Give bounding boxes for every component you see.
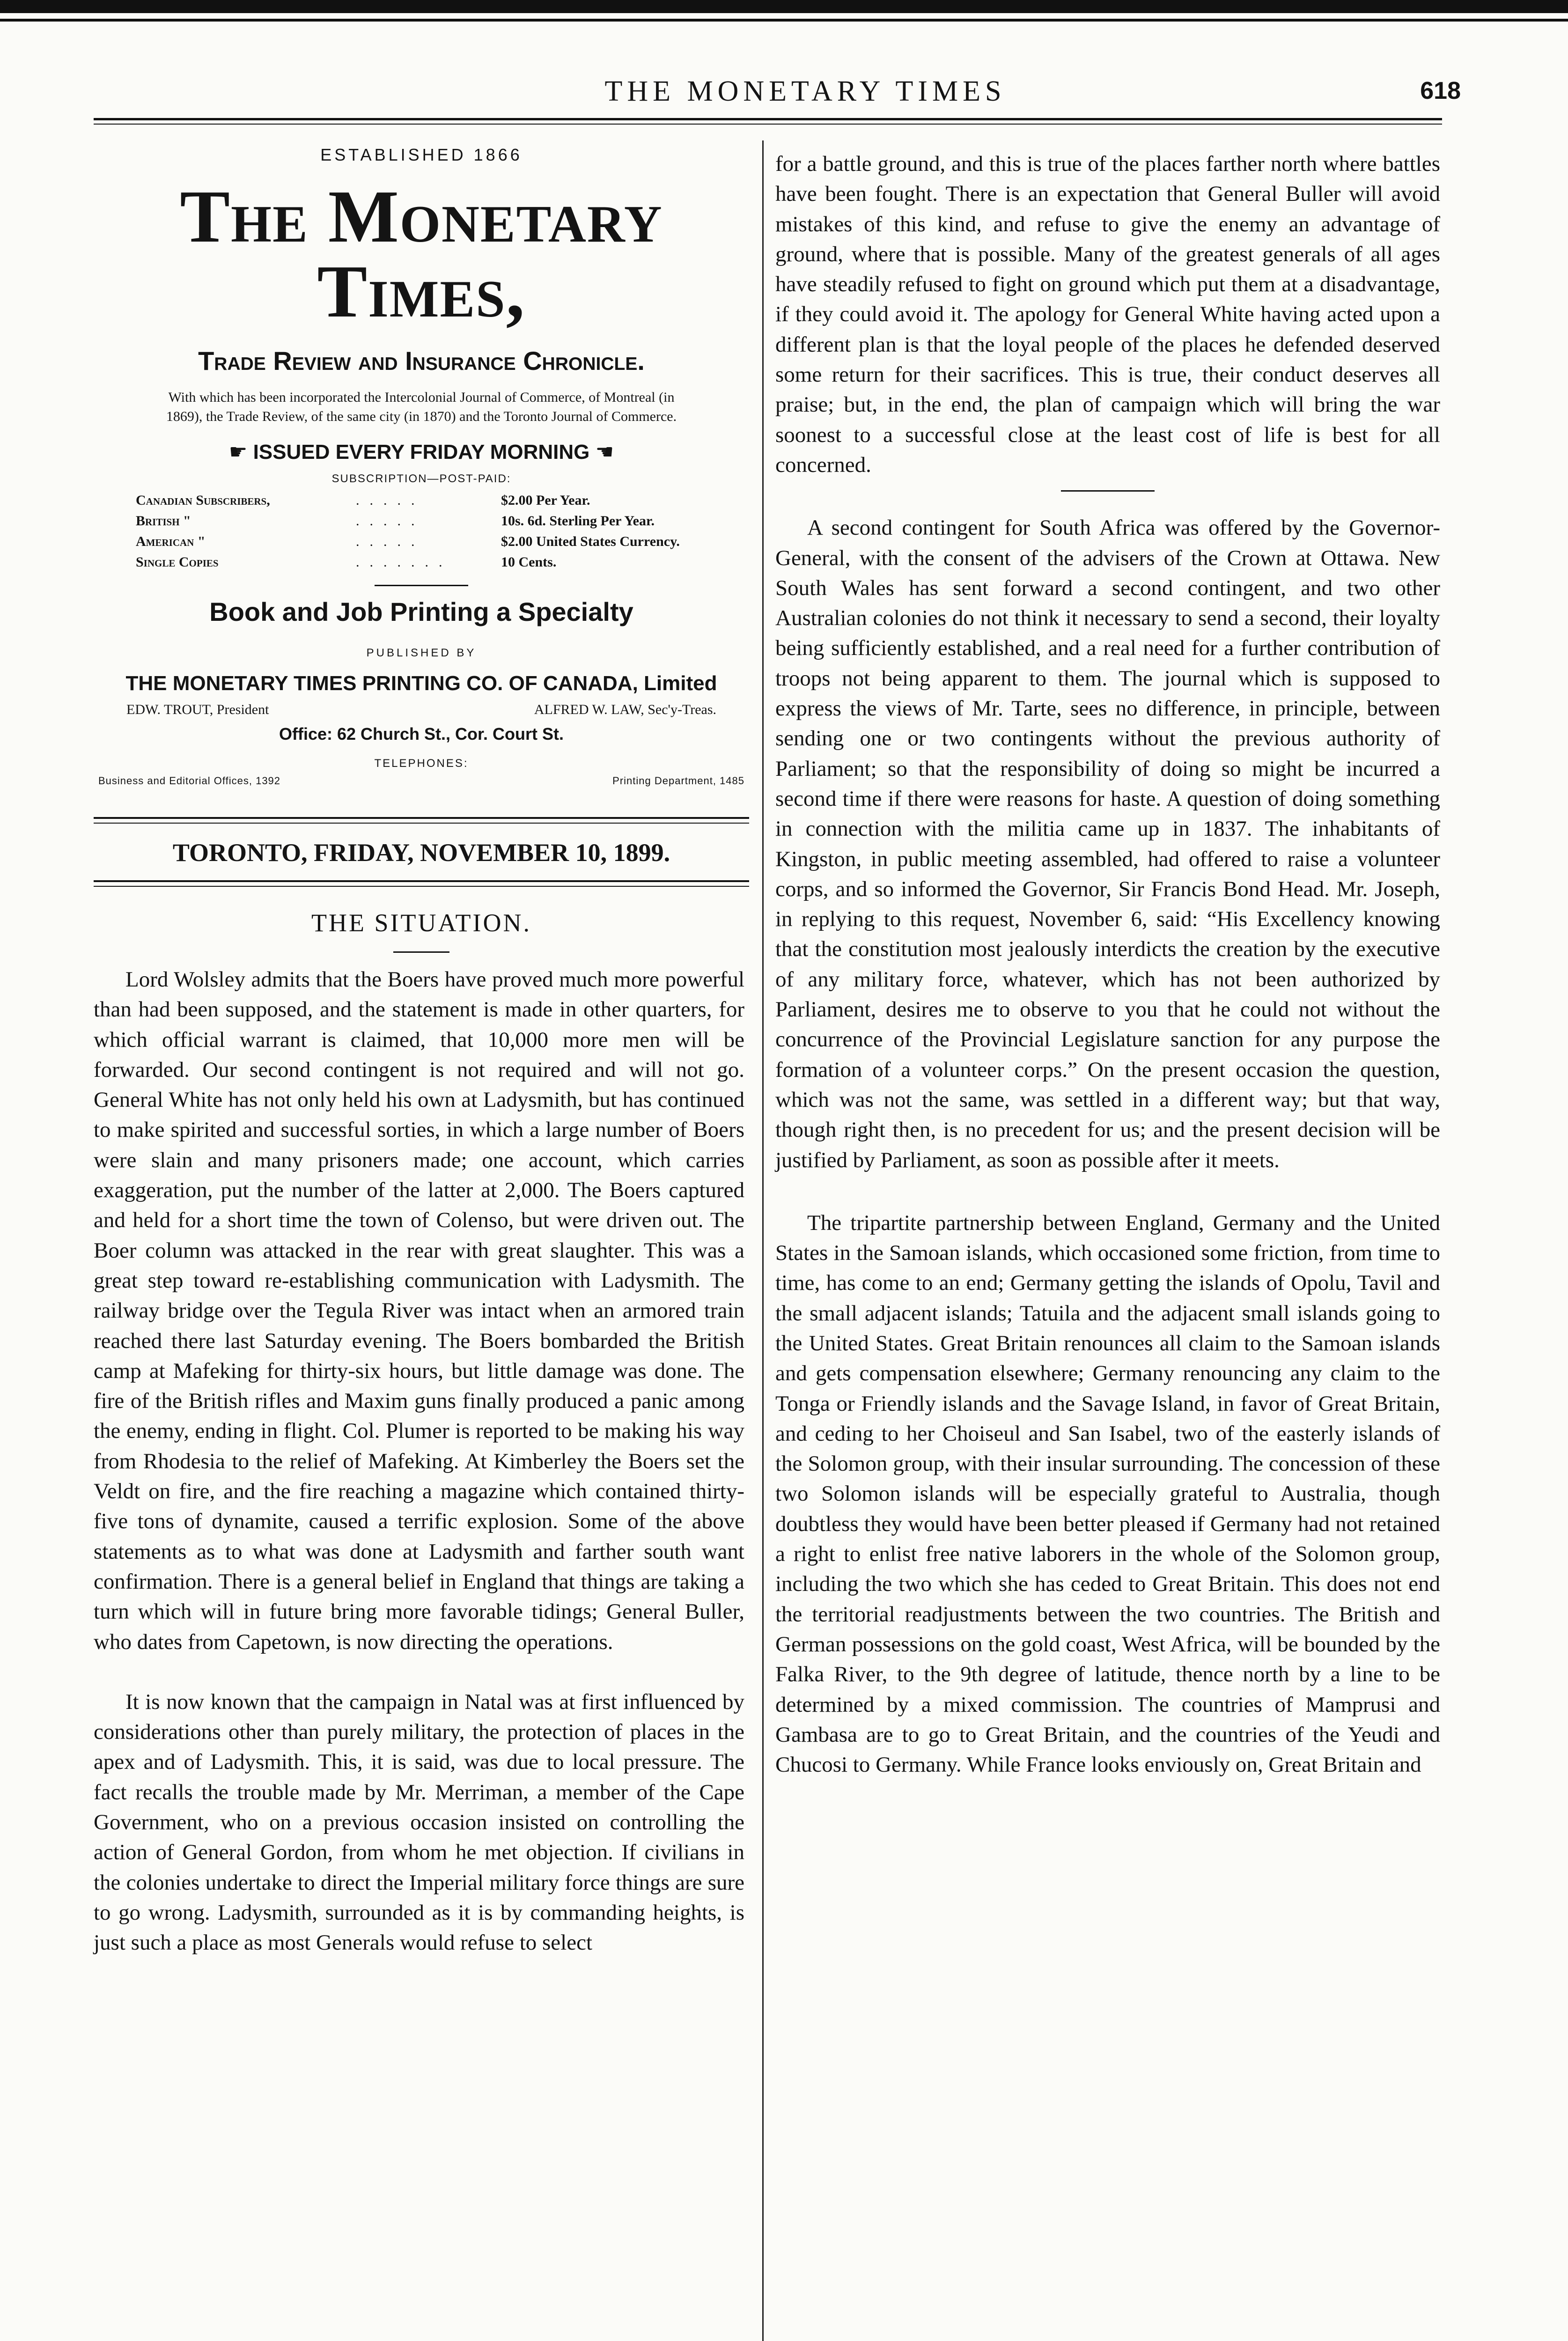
leader-dots: .....: [356, 534, 425, 549]
dateline-rule-top-thin: [94, 823, 749, 824]
section-title-rule: [393, 951, 449, 953]
rate-price: 10 Cents.: [501, 554, 557, 570]
top-border-rule-thin: [0, 19, 1568, 22]
telephone-business: Business and Editorial Offices, 1392: [98, 775, 281, 787]
masthead-subtitle: Trade Review and Insurance Chronicle.: [198, 346, 645, 375]
dateline-rule-bottom-thin: [94, 886, 749, 887]
rate-subscriber: Canadian Subscribers,: [136, 493, 270, 508]
leader-dots: .....: [356, 513, 425, 529]
header-rule: [94, 118, 1442, 120]
issued-text: ISSUED EVERY FRIDAY MORNING: [253, 441, 590, 464]
rate-subscriber: American ": [136, 534, 206, 549]
masthead-divider: [375, 585, 468, 586]
masthead-title: The Monetary Times,: [180, 175, 663, 333]
article-paragraph: It is now known that the campaign in Natal was at first influenced by considerations other than purely military, the protection of places in the apex and of Ladysmith. This, it is said, was due to local pressure. The fact recalls the trouble made by Mr. Merriman, a member of the Cape Government, who on a previous occasion insisted on controlling the action of General Gordon, from whom he met objection. If civilians in the colonies undertake to direct the Imperial military force things are sure to go wrong. Ladysmith, surrounded as it is by commanding heights, is just such a place as most Generals would refuse to select: [94, 1689, 744, 1955]
separator-space: [775, 480, 1440, 513]
pointing-hand-left-icon: ☛: [228, 441, 248, 464]
masthead: [94, 140, 749, 787]
paragraph-gap: [94, 1657, 744, 1687]
dateline-rule-top: [94, 817, 749, 819]
president: EDW. TROUT, President: [126, 702, 269, 717]
dateline: TORONTO, FRIDAY, NOVEMBER 10, 1899.: [172, 839, 670, 867]
top-border-rule: [0, 0, 1568, 13]
running-head: [94, 75, 1498, 117]
established-line: ESTABLISHED 1866: [320, 145, 523, 164]
paragraph-gap: [775, 1175, 1440, 1208]
rate-row: [136, 511, 707, 531]
dateline-rule-bottom: [94, 880, 749, 882]
published-by: PUBLISHED BY: [366, 647, 477, 659]
job-printing-line: Book and Job Printing a Specialty: [209, 597, 633, 626]
column-divider: [762, 140, 764, 2341]
rate-subscriber: British ": [136, 513, 191, 529]
rate-price: $2.00 United States Currency.: [501, 534, 680, 549]
rate-subscriber: Single Copies: [136, 554, 219, 570]
right-column: [775, 149, 1440, 1780]
rate-price: $2.00 Per Year.: [501, 493, 590, 508]
article-paragraph: A second contingent for South Africa was offered by the Governor-General, with the consent of the advisers of the Crown at Ottawa. New South Wales has sent forward a second contingent, and two other Australian colonies do not think it necessary to send a second, their loyalty being sufficiently established, and a real need for a further contribution of troops not being apparent to them. The journal which is supposed to express the views of Mr. Tarte, sees no difference, in principle, between sending one or two contingents without the previous authority of Parliament; so that the responsibility of doing so might be incurred a second time if there were reasons for haste. A question of doing something in connection with the militia came up in 1837. The inhabitants of Kingston, in public meeting assembled, had offered to raise a volunteer corps, and so informed the Governor, Sir Francis Bond Head. Mr. Joseph, in replying to this request, November 6, said: “His Excellency knowing that the constitution most jealously interdicts the creation by the executive of any military force, whatever, which has not been authorized by Parliament, desires me to observe to you that he could not without the concurrence of the Provincial Legislature sanction for any purpose the formation of a volunteer corps.” On the present occasion the question, which was not the same, was settled in a different way; but that way, though right then, is no precedent for us; and the present decision will be justified by Parliament, as soon as possible after it meets.: [775, 515, 1440, 1172]
leader-dots: .....: [356, 493, 425, 508]
issued-line: [94, 440, 749, 464]
telephones-heading: TELEPHONES:: [374, 757, 469, 770]
rate-row: [136, 531, 707, 552]
subscription-rates: [136, 490, 707, 573]
secretary-treasurer: ALFRED W. LAW, Sec'y-Treas.: [534, 702, 716, 717]
subscription-heading: SUBSCRIPTION—POST-PAID:: [331, 472, 511, 485]
section-title: THE SITUATION.: [311, 909, 531, 937]
rate-row: [136, 552, 707, 573]
office-address: Office: 62 Church St., Cor. Court St.: [279, 724, 564, 744]
article-paragraph: The tripartite partnership between England, Germany and the United States in the Samoan islands, which occasioned some friction, from time to time, has come to an end; Germany getting the islands of Opolu, Tavil and the small adjacent islands; Tatuila and the adjacent small islands going to the United States. Great Britain renounces all claim to the Samoan islands and gets compensation elsewhere; Germany renouncing any claim to the Tonga or Friendly islands and the Savage Island, in favor of Great Britain, and ceding to her Choiseul and San Isabel, two of the easterly islands of the Solomon group, with their insular surrounding. The concession of these two Solomon islands will be especially grateful to Australia, though doubtless they would have been better pleased if Germany had not retained a right to enlist free native laborers in the whole of the Solomon group, including the two which she has ceded to Great Britain. This does not end the territorial readjustments between the two countries. The British and German possessions on the gold coast, West Africa, will be bounded by the Falka River, to the 9th degree of latitude, thence north by a line to be determined by a mixed commission. The countries of Mamprusi and Gambasa are to go to Great Britain, and the countries of the Yeudi and Chucosi to Germany. While France looks enviously on, Great Britain and: [775, 1210, 1440, 1777]
running-head-title: THE MONETARY TIMES: [604, 75, 1006, 107]
officers-line: [94, 702, 749, 718]
page-number: 618: [1420, 77, 1461, 104]
separator-rule: [1061, 490, 1155, 492]
left-column: [94, 964, 744, 1958]
article-paragraph: for a battle ground, and this is true of the places farther north where battles have been fought. There is an expectation that General Buller will avoid mistakes of this kind, and refuse to give the enemy an advantage of ground, where that is possible. Many of the greatest generals of all ages have steadily refused to fight on ground which put them at a disadvantage, if they could avoid it. The apology for General White having acted upon a different plan is that the loyal people of the places he defended deserved some return for their sacrifices. This is true, their conduct deserves all praise; but, in the end, the plan of campaign which will bring the war soonest to a successful close at the least cost of life is best for all concerned.: [775, 152, 1440, 477]
publisher-company: THE MONETARY TIMES PRINTING CO. OF CANADA, Limited: [125, 672, 717, 695]
leader-dots: .......: [356, 554, 453, 570]
header-rule-thin: [94, 124, 1442, 125]
rate-price: 10s. 6d. Sterling Per Year.: [501, 513, 655, 529]
telephone-numbers: [94, 775, 749, 787]
rate-row: [136, 490, 707, 511]
telephone-printing: Printing Department, 1485: [612, 775, 744, 787]
pointing-hand-right-icon: ☚: [595, 441, 614, 464]
incorporation-note: With which has been incorporated the Intercolonial Journal of Commerce, of Montreal (in 1869), the Trade Review, of the same city (in 1870) and the Toronto Journal of Commerce.: [166, 390, 677, 424]
article-paragraph: Lord Wolsley admits that the Boers have proved much more powerful than had been supposed, and the statement is made in other quarters, for which official warrant is claimed, that 10,000 more men will be forwarded. Our second contingent is not required and will not go. General White has not only held his own at Ladysmith, but has continued to make spirited and successful sorties, in which a large number of Boers were slain and many prisoners made; one account, which carries exaggeration, put the number of the latter at 2,000. The Boers captured and held for a short time the town of Colenso, but were driven out. The Boer column was attacked in the rear with great slaughter. This was a great step toward re-establishing communication with Ladysmith. The railway bridge over the Tegula River was intact when an armored train reached there last Saturday evening. The Boers bombarded the British camp at Mafeking for thirty-six hours, but little damage was done. The fire of the British rifles and Maxim guns finally produced a panic among the enemy, ending in flight. Col. Plumer is reported to be making his way from Rhodesia to the relief of Mafeking. At Kimberley the Boers set the Veldt on fire, and the fire reaching a magazine which contained thirty-five tons of dynamite, caused a terrific explosion. Some of the above statements as to what was done at Ladysmith and farther south want confirmation. There is a general belief in England that things are taking a turn which will in future bring more favorable tidings; General Buller, who dates from Capetown, is now directing the operations.: [94, 967, 744, 1654]
